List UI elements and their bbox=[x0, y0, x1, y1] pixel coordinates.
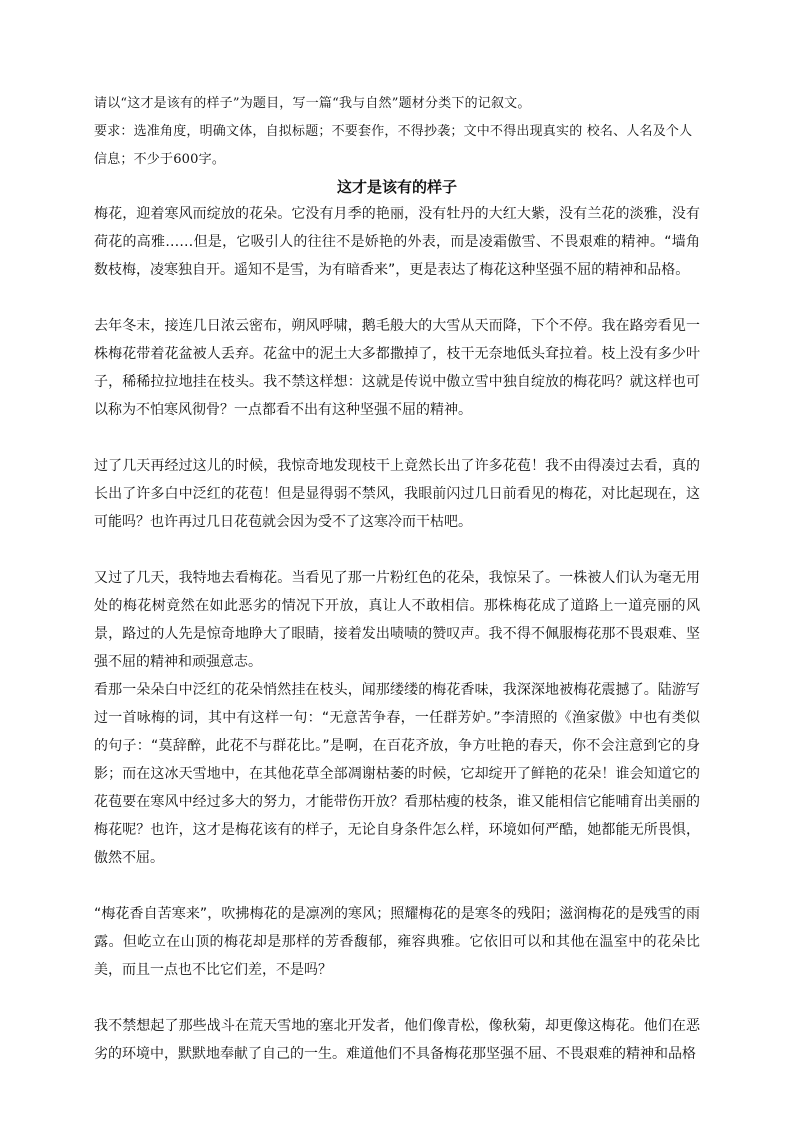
paragraph-gap bbox=[94, 872, 700, 900]
paragraph-gap bbox=[94, 424, 700, 452]
paragraph-gap bbox=[94, 284, 700, 312]
paragraph-gap bbox=[94, 536, 700, 564]
essay-paragraph-3: 过了几天再经过这儿的时候，我惊奇地发现枝干上竟然长出了许多花苞！我不由得凑过去看，真的长出了许多白中泛红的花苞！但是显得弱不禁风，我眼前闪过几日前看见的梅花，对比起现在，这可能吗？也许再过几日花苞就会因为受不了这寒冷而干枯吧。 bbox=[94, 458, 700, 530]
document-page bbox=[94, 90, 700, 1068]
paragraph-gap bbox=[94, 984, 700, 1012]
essay-paragraph-1: 梅花，迎着寒风而绽放的花朵。它没有月季的艳丽，没有牡丹的大红大紫，没有兰花的淡雅，没有荷花的高雅……但是，它吸引人的往往不是娇艳的外表，而是凌霜傲雪、不畏艰难的精神。“墙角数枝梅，凌寒独自开。遥知不是雪，为有暗香来”，更是表达了梅花这种坚强不屈的精神和品格。 bbox=[94, 206, 700, 278]
prompt-line-1: 请以“这才是该有的样子”为题目，写一篇“我与自然”题材分类下的记叙文。 bbox=[94, 96, 531, 111]
essay-paragraph-2: 去年冬末，接连几日浓云密布，朔风呼啸，鹅毛般大的大雪从天而降，下个不停。我在路旁看见一株梅花带着花盆被人丢弃。花盆中的泥土大多都撒掉了，枝干无奈地低头耷拉着。枝上没有多少叶子，稀稀拉拉地挂在枝头。我不禁这样想：这就是传说中傲立雪中独自绽放的梅花吗？就这样也可以称为不怕寒风彻骨？一点都看不出有这种坚强不屈的精神。 bbox=[94, 318, 700, 418]
essay-paragraph-6: “梅花香自苦寒来”，吹拂梅花的是凛冽的寒风；照耀梅花的是寒冬的残阳；滋润梅花的是残雪的雨露。但屹立在山顶的梅花却是那样的芳香馥郁，雍容典雅。它依旧可以和其他在温室中的花朵比美，而且一点也不比它们差，不是吗？ bbox=[94, 906, 700, 978]
prompt-line-2: 要求：选准角度，明确文体，自拟标题；不要套作，不得抄袭；文中不得出现真实的 校名、人名及个人信息；不少于600字。 bbox=[94, 124, 693, 167]
essay-title: 这才是该有的样子 bbox=[336, 178, 457, 196]
essay-paragraph-7: 我不禁想起了那些战斗在荒天雪地的塞北开发者，他们像青松，像秋菊，却更像这梅花。他们在恶劣的环境中，默默地奉献了自己的一生。难道他们不具备梅花那坚强不屈、不畏艰难的精神和品格 bbox=[94, 1018, 700, 1062]
essay-paragraph-4: 又过了几天，我特地去看梅花。当看见了那一片粉红色的花朵，我惊呆了。一株被人们认为毫无用处的梅花树竟然在如此恶劣的情况下开放，真让人不敢相信。那株梅花成了道路上一道亮丽的风景，路过的人先是惊奇地睁大了眼睛，接着发出啧啧的赞叹声。我不得不佩服梅花那不畏艰难、坚强不屈的精神和顽强意志。 bbox=[94, 570, 700, 670]
essay-paragraph-5: 看那一朵朵白中泛红的花朵悄然挂在枝头，闻那缕缕的梅花香味，我深深地被梅花震撼了。陆游写过一首咏梅的词，其中有这样一句：“无意苦争春，一任群芳妒。”李清照的《渔家傲》中也有类似的句子：“莫辞醉，此花不与群花比。”是啊，在百花齐放，争方吐艳的春天，你不会注意到它的身影；而在这冰天雪地中，在其他花草全部凋谢枯萎的时候，它却绽开了鲜艳的花朵！谁会知道它的花苞要在寒风中经过多大的努力，才能带伤开放？看那枯瘦的枝条，谁又能相信它能哺育出美丽的梅花呢？也许，这才是梅花该有的样子，无论自身条件怎么样，环境如何严酷，她都能无所畏惧，傲然不屈。 bbox=[94, 682, 700, 866]
